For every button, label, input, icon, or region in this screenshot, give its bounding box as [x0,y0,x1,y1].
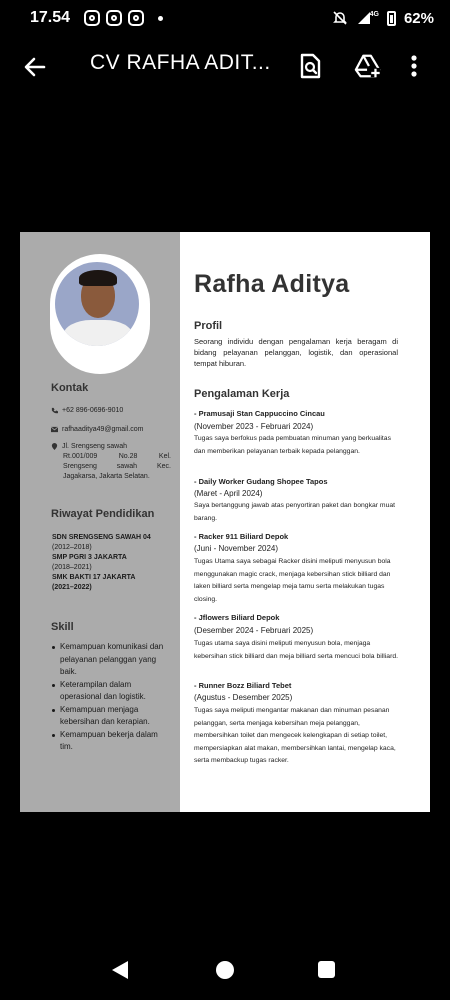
job-title: - Runner Bozz Biliard Tebet [194,681,292,690]
list-item: Kemampuan komunikasi dan pelayanan pelanggan yang baik. [52,641,172,679]
list-item: Kemampuan menjaga kebersihan dan kerapian. [52,704,172,729]
job-description: Tugas saya berfokus pada pembuatan minuman yang berkualitas dan memberikan pelayanan terbaik kepada pelanggan. [194,435,391,455]
skill-list [52,641,172,754]
status-bar [0,0,450,36]
profile-heading: Profil [194,320,223,332]
battery-level: 62% [403,9,434,27]
nav-home-icon[interactable] [216,961,234,979]
instagram-icon [84,10,100,26]
more-notifications-icon [158,16,163,21]
app-bar [0,38,450,96]
cv-main [180,232,430,812]
instagram-icon [106,10,122,26]
job-title: - Daily Worker Gudang Shopee Tapos [194,477,328,486]
job-date: (Maret - April 2024) [194,489,263,498]
instagram-icon [128,10,144,26]
more-options-icon[interactable] [410,52,418,80]
search-document-icon[interactable] [296,52,324,80]
skill-heading: Skill [51,621,74,633]
contact-email: rafhaaditya49@gmail.com [51,425,171,435]
notification-icons [84,10,163,26]
profile-text: Seorang individu dengan pengalaman kerja beragam di bidang pelayanan pelanggan, logistik, dan operasional tempat hiburan. [194,337,398,368]
photo-frame [50,254,150,374]
location-pin-icon [51,443,58,450]
job-date: (Agustus - Desember 2025) [194,693,293,702]
cv-name: Rafha Aditya [194,270,350,298]
nav-recents-icon[interactable] [318,961,335,978]
back-arrow-icon[interactable] [22,54,48,80]
experience-heading: Pengalaman Kerja [194,388,290,400]
system-nav-bar [0,945,450,995]
job-date: (November 2023 - Februari 2024) [194,422,314,431]
job-date: (Juni - November 2024) [194,544,279,553]
document-title: CV RAFHA ADIT... [90,51,271,74]
job-title: - Racker 911 Biliard Depok [194,532,289,541]
contact-phone: +62 896-0696-9010 [51,406,171,416]
contact-heading: Kontak [51,382,89,394]
list-item: Kemampuan bekerja dalam tim. [52,729,172,754]
cv-document-page [20,232,430,812]
network-type: 4G [369,10,379,18]
phone-icon [51,407,58,414]
mute-icon [332,10,348,26]
contact-address: Jl. Srengseng sawah Rt.001/009 No.28 Kel. Srengseng sawah Kec. Jagakarsa, Jakarta Selatan. [51,442,171,482]
job-date: (Desember 2024 - Februari 2025) [194,626,314,635]
job-title: - Jflowers Biliard Depok [194,613,280,622]
job-description: Tugas utama saya disini meliputi menyusun bola, menjaga kebersihan stick billiard dan meja billiard serta mencuci bola billiard. [194,640,399,660]
email-icon [51,426,58,433]
education-heading: Riwayat Pendidikan [51,508,155,520]
job-description: Saya bertanggung jawab atas penyortiran paket dan bongkar muat barang. [194,502,396,522]
education-item: SDN SRENGSENG SAWAH 04 (2012–2018) SMP PGRI 3 JAKARTA (2018–2021) SMK BAKTI 17 JAKARTA (2021–2022) [52,534,151,591]
job-description: Tugas Utama saya sebagai Racker disini meliputi menyusun bola menggunakan magic crack, menjaga kebersihan stick billiard dan laken billiard serta mengelap meja tamu serta melakukan tugas closing. [194,558,391,603]
cv-sidebar [20,232,180,812]
add-to-drive-icon[interactable] [354,52,382,80]
profile-photo [55,262,139,346]
job-description: Tugas saya meliputi mengantar makanan dan minuman pesanan pelanggan, serta menjaga kebersihan meja pelanggan, membersihkan toilet dan mengecek kelengkapan di setiap toilet, mempersiapkan alat makan, membersihkan lantai, mengelap kaca, serta membackup tugas racker. [194,707,396,764]
battery-icon [387,11,396,26]
nav-back-icon[interactable] [112,961,128,979]
status-time: 17.54 [30,9,71,26]
job-title: - Pramusaji Stan Cappuccino Cincau [194,409,325,418]
list-item: Keterampilan dalam operasional dan logistik. [52,679,172,704]
system-status [332,10,434,27]
